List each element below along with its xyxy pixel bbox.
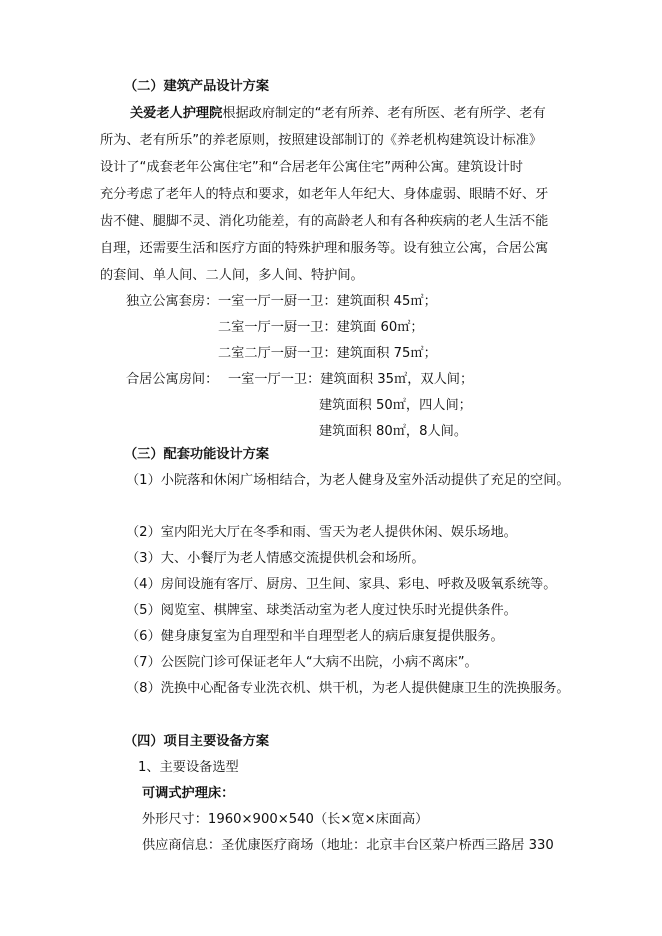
independent-suite-label: 独立公寓套房： bbox=[126, 294, 219, 309]
shared-room-label: 合居公寓房间： bbox=[126, 372, 219, 387]
section-heading-supporting-functions: （三）配套功能设计方案 bbox=[124, 447, 270, 462]
section-heading-equipment: （四）项目主要设备方案 bbox=[124, 734, 270, 749]
equipment-subheading: 1、主要设备选型 bbox=[138, 760, 239, 775]
paragraph-line-5: 齿不健、腿脚不灵、消化功能差，有的高龄老人和有各种疾病的老人生活不能 bbox=[100, 214, 549, 229]
equipment-supplier: 供应商信息：圣优康医疗商场（地址：北京丰台区菜户桥西三路居 330 bbox=[142, 838, 554, 853]
paragraph-line-4: 充分考虑了老年人的特点和要求，如老年人年纪大、身体虚弱、眼睛不好、牙 bbox=[100, 187, 549, 202]
paragraph-line-6: 自理，还需要生活和医疗方面的特殊护理和服务等。设有独立公寓，合居公寓 bbox=[100, 241, 549, 256]
function-list-item: （2）室内阳光大厅在冬季和雨、雪天为老人提供休闲、娱乐场地。 bbox=[126, 525, 517, 540]
paragraph-line-7: 的套间、单人间、二人间，多人间、特护间。 bbox=[100, 268, 364, 283]
function-list-item: （8）洗换中心配备专业洗衣机、烘干机，为老人提供健康卫生的洗换服务。 bbox=[126, 681, 570, 696]
function-list-item: （3）大、小餐厅为老人情感交流提供机会和场所。 bbox=[126, 551, 425, 566]
shared-room-row: 建筑面积 50㎡，四人间； bbox=[319, 398, 472, 413]
function-list-item: （4）房间设施有客厅、厨房、卫生间、家具、彩电、呼救及吸氧系统等。 bbox=[126, 577, 557, 592]
section-heading-building-design: （二）建筑产品设计方案 bbox=[124, 79, 270, 94]
independent-suite-row: 二室二厅一厨一卫：建筑面积 75㎡； bbox=[218, 346, 437, 361]
paragraph-line-1-rest: 根据政府制定的“老有所养、老有所医、老有所学、老有 bbox=[222, 106, 546, 121]
function-list-item: （5）阅览室、棋牌室、球类活动室为老人度过快乐时光提供条件。 bbox=[126, 603, 517, 618]
equipment-item-title: 可调式护理床： bbox=[142, 786, 235, 801]
function-list-item: （1）小院落和休闲广场相结合，为老人健身及室外活动提供了充足的空间。 bbox=[126, 473, 570, 488]
paragraph-line-1 bbox=[130, 105, 546, 123]
function-list-item: （6）健身康复室为自理型和半自理型老人的病后康复提供服务。 bbox=[126, 629, 504, 644]
paragraph-line-2: 所为、老有所乐”的养老原则，按照建设部制订的《养老机构建筑设计标准》 bbox=[100, 133, 543, 148]
shared-room-row: 建筑面积 80㎡，8人间。 bbox=[319, 424, 468, 439]
organization-name: 关爱老人护理院 bbox=[130, 106, 223, 121]
function-list-item: （7）公医院门诊可保证老年人“大病不出院，小病不离床”。 bbox=[126, 655, 478, 670]
independent-suite-row: 二室一厅一厨一卫：建筑面 60㎡； bbox=[218, 320, 424, 335]
equipment-size: 外形尺寸：1960×900×540（长×宽×床面高） bbox=[142, 812, 429, 827]
independent-suite-row: 一室一厅一厨一卫：建筑面积 45㎡； bbox=[218, 294, 437, 309]
shared-room-row: 一室一厅一卫：建筑面积 35㎡，双人间； bbox=[228, 372, 474, 387]
paragraph-line-3: 设计了“成套老年公寓住宅”和“合居老年公寓住宅”两种公寓。建筑设计时 bbox=[100, 160, 523, 175]
